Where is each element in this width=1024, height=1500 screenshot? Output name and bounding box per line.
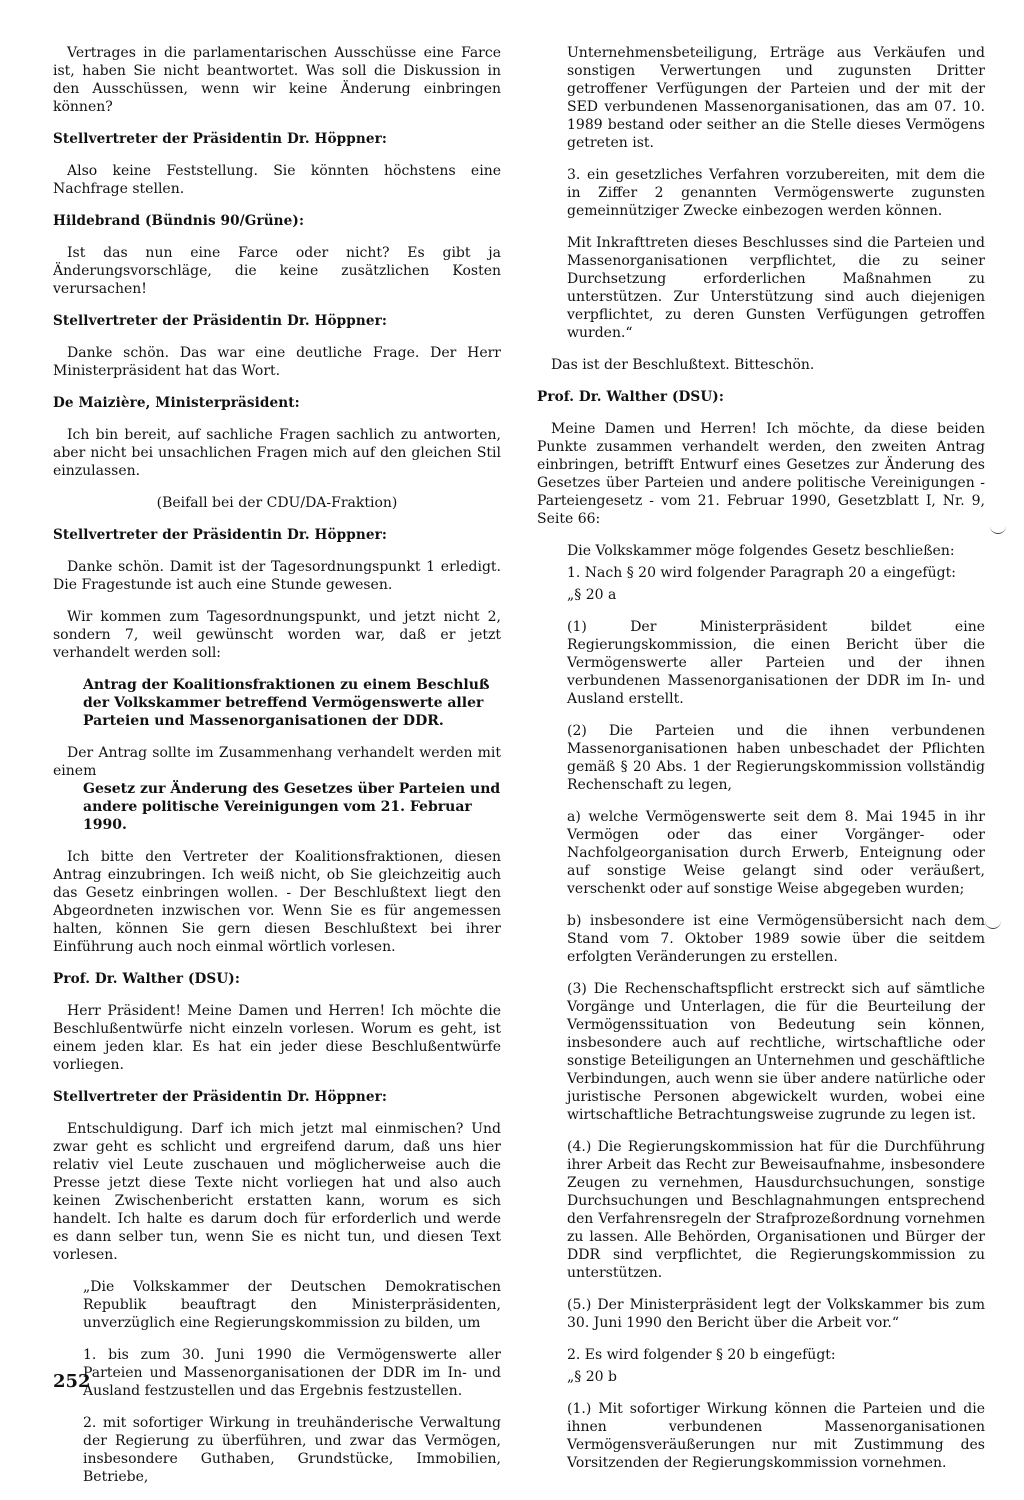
paragraph: Entschuldigung. Darf ich mich jetzt mal einmischen? Und zwar geht es schlicht und ergreifend darum, daß uns hier relativ viel Leute zuschauen und möglicherweise auch die Presse jetzt diese Texte nicht vorliegen hat und also auch keinen Zwischenbericht erstatten kann, worum es sich handelt. Ich halte es darum doch für erforderlich und werde es dann selber tun, wenn Sie es nicht tun, und diesen Text vorlesen. bbox=[53, 1121, 501, 1263]
quoted-text: (1.) Mit sofortiger Wirkung können die Parteien und die ihnen verbundenen Massenorganisationen Vermögensveräußerungen nur mit Zustimmung des Vorsitzenden der Regierungskommission vornehmen. bbox=[567, 1401, 985, 1471]
paragraph: Ich bin bereit, auf sachliche Fragen sachlich zu antworten, aber nicht bei unsachlichen Fragen mich auf den gleichen Stil einzulassen. bbox=[53, 427, 501, 479]
paragraph: Vertrages in die parlamentarischen Ausschüsse eine Farce ist, haben Sie nicht beantwortet. Was soll die Diskussion in den Ausschüssen, wenn wir keine Änderung einbringen können? bbox=[53, 45, 501, 115]
quoted-text: 1. bis zum 30. Juni 1990 die Vermögenswerte aller Parteien und Massenorganisationen der DDR im In- und Ausland festzustellen und das Ergebnis festzustellen. bbox=[83, 1347, 501, 1399]
speaker-heading: De Maizière, Ministerpräsident: bbox=[53, 395, 300, 411]
margin-mark bbox=[985, 920, 1001, 929]
right-column bbox=[537, 44, 985, 1486]
stage-direction: (Beifall bei der CDU/DA-Fraktion) bbox=[156, 495, 398, 511]
quoted-text: „Die Volkskammer der Deutschen Demokratischen Republik beauftragt den Ministerpräsidenten, unverzüglich eine Regierungskommission zu bilden, um bbox=[83, 1279, 501, 1331]
quoted-text: 1. Nach § 20 wird folgender Paragraph 20 a eingefügt: bbox=[567, 565, 956, 581]
quoted-text: 2. Es wird folgender § 20 b eingefügt: bbox=[567, 1347, 836, 1363]
paragraph: Danke schön. Damit ist der Tagesordnungspunkt 1 erledigt. Die Fragestunde ist auch eine Stunde gewesen. bbox=[53, 559, 501, 593]
quoted-text: (3) Die Rechenschaftspflicht erstreckt sich auf sämtliche Vorgänge und Unterlagen, die für die Beurteilung der Vermögenssituation von Bedeutung sein können, insbesondere auch auf rechtliche, wirtschaftliche oder sonstige Beteiligungen an Unternehmen und geschäftliche Verbindungen, auch wenn sie über andere natürliche oder juristische Personen abgewickelt wurden, wobei eine wirtschaftliche Betrachtungsweise zugrunde zu legen ist. bbox=[567, 981, 985, 1123]
speaker-heading: Hildebrand (Bündnis 90/Grüne): bbox=[53, 213, 305, 229]
paragraph: Das ist der Beschlußtext. Bitteschön. bbox=[551, 357, 815, 373]
left-column bbox=[53, 44, 501, 1500]
quoted-text: (5.) Der Ministerpräsident legt der Volkskammer bis zum 30. Juni 1990 den Bericht über die Arbeit vor.“ bbox=[567, 1297, 985, 1331]
margin-mark bbox=[990, 525, 1006, 534]
agenda-title: Antrag der Koalitionsfraktionen zu einem Beschluß der Volkskammer betreffend Vermögenswerte aller Parteien und Massenorganisationen der DDR. bbox=[83, 677, 490, 729]
quoted-text: (1) Der Ministerpräsident bildet eine Regierungskommission, die einen Bericht über die Vermögenswerte aller Parteien und der ihnen verbundenen Massenorganisationen der DDR im In- und Ausland erstellt. bbox=[567, 619, 985, 707]
quoted-text: Unternehmensbeteiligung, Erträge aus Verkäufen und sonstigen Verwertungen und zugunsten Dritter getroffener Verfügungen der Parteien und der mit der SED verbundenen Massenorganisationen, das am 07. 10. 1989 bestand oder seither an die Stelle dieses Vermögens getreten ist. bbox=[567, 45, 985, 151]
paragraph: Ist das nun eine Farce oder nicht? Es gibt ja Änderungsvorschläge, die keine zusätzlichen Kosten verursachen! bbox=[53, 245, 501, 297]
quoted-text: „§ 20 a bbox=[567, 587, 617, 603]
paragraph: Danke schön. Das war eine deutliche Frage. Der Herr Ministerpräsident hat das Wort. bbox=[53, 345, 501, 379]
speaker-heading: Stellvertreter der Präsidentin Dr. Höppner: bbox=[53, 313, 387, 329]
quoted-text: (2) Die Parteien und die ihnen verbundenen Massenorganisationen haben unbeschadet der Pflichten gemäß § 20 Abs. 1 der Regierungskommission vollständig Rechenschaft zu legen, bbox=[567, 723, 985, 793]
paragraph: Also keine Feststellung. Sie könnten höchstens eine Nachfrage stellen. bbox=[53, 163, 501, 197]
speaker-heading: Stellvertreter der Präsidentin Dr. Höppner: bbox=[53, 527, 387, 543]
quoted-text: b) insbesondere ist eine Vermögensübersicht nach dem Stand vom 7. Oktober 1989 sowie über die seitdem erfolgten Veränderungen zu erstellen. bbox=[567, 913, 985, 965]
speaker-heading: Prof. Dr. Walther (DSU): bbox=[53, 971, 240, 987]
quoted-text: (4.) Die Regierungskommission hat für die Durchführung ihrer Arbeit das Recht zur Beweisaufnahme, insbesondere Zeugen zu vernehmen, Hausdurchsuchungen, sonstige Durchsuchungen und Beschlagnahmungen entsprechend den Verfahrensregeln der Strafprozeßordnung vornehmen zu lassen. Alle Behörden, Organisationen und Bürger der DDR sind verpflichtet, die Regierungskommission zu unterstützen. bbox=[567, 1139, 985, 1281]
quoted-text: Mit Inkrafttreten dieses Beschlusses sind die Parteien und Massenorganisationen verpflichtet, die zu seiner Durchsetzung erforderlichen Maßnahmen zu unterstützen. Zur Unterstützung sind auch diejenigen verpflichtet, zu deren Gunsten Verfügungen getroffen wurden.“ bbox=[567, 235, 985, 341]
quoted-text: a) welche Vermögenswerte seit dem 8. Mai 1945 in ihr Vermögen oder das einer Vorgänger- oder Nachfolgeorganisation durch Erwerb, Enteignung oder auf sonstige Weise gelangt sind oder veräußert, verschenkt oder auf sonstige Weise abgegeben wurden; bbox=[567, 809, 985, 897]
quoted-text: „§ 20 b bbox=[567, 1369, 617, 1385]
quoted-text: 3. ein gesetzliches Verfahren vorzubereiten, mit dem die in Ziffer 2 genannten Vermögenswerte zugunsten gemeinnütziger Zwecke einbezogen werden können. bbox=[567, 167, 985, 219]
paragraph: Der Antrag sollte im Zusammenhang verhandelt werden mit einem bbox=[53, 745, 501, 779]
quoted-text: Die Volkskammer möge folgendes Gesetz beschließen: bbox=[567, 543, 955, 559]
paragraph: Wir kommen zum Tagesordnungspunkt, und jetzt nicht 2, sondern 7, weil gewünscht worden war, daß er jetzt verhandelt werden soll: bbox=[53, 609, 501, 661]
page-number: 252 bbox=[53, 1371, 91, 1392]
speaker-heading: Stellvertreter der Präsidentin Dr. Höppner: bbox=[53, 131, 387, 147]
agenda-title: Gesetz zur Änderung des Gesetzes über Parteien und andere politische Vereinigungen vom 21. Februar 1990. bbox=[83, 781, 501, 833]
paragraph: Meine Damen und Herren! Ich möchte, da diese beiden Punkte zusammen verhandelt werden, den zweiten Antrag einbringen, betrifft Entwurf eines Gesetzes zur Änderung des Gesetzes über Parteien und andere politische Vereinigungen - Parteiengesetz - vom 21. Februar 1990, Gesetzblatt I, Nr. 9, Seite 66: bbox=[537, 421, 985, 527]
paragraph: Herr Präsident! Meine Damen und Herren! Ich möchte die Beschlußentwürfe nicht einzeln vorlesen. Worum es geht, ist einem jeden klar. Es hat ein jeder diese Beschlußentwürfe vorliegen. bbox=[53, 1003, 501, 1073]
paragraph: Ich bitte den Vertreter der Koalitionsfraktionen, diesen Antrag einzubringen. Ich weiß nicht, ob Sie gleichzeitig auch das Gesetz einbringen wollen. - Der Beschlußtext liegt den Abgeordneten inzwischen vor. Wenn Sie es für angemessen halten, können Sie gern diesen Beschlußtext bei ihrer Einführung auch noch einmal wörtlich vorlesen. bbox=[53, 849, 501, 955]
quoted-text: 2. mit sofortiger Wirkung in treuhänderische Verwaltung der Regierung zu überführen, und zwar das Vermögen, insbesondere Guthaben, Grundstücke, Immobilien, Betriebe, bbox=[83, 1415, 501, 1485]
speaker-heading: Stellvertreter der Präsidentin Dr. Höppner: bbox=[53, 1089, 387, 1105]
speaker-heading: Prof. Dr. Walther (DSU): bbox=[537, 389, 724, 405]
